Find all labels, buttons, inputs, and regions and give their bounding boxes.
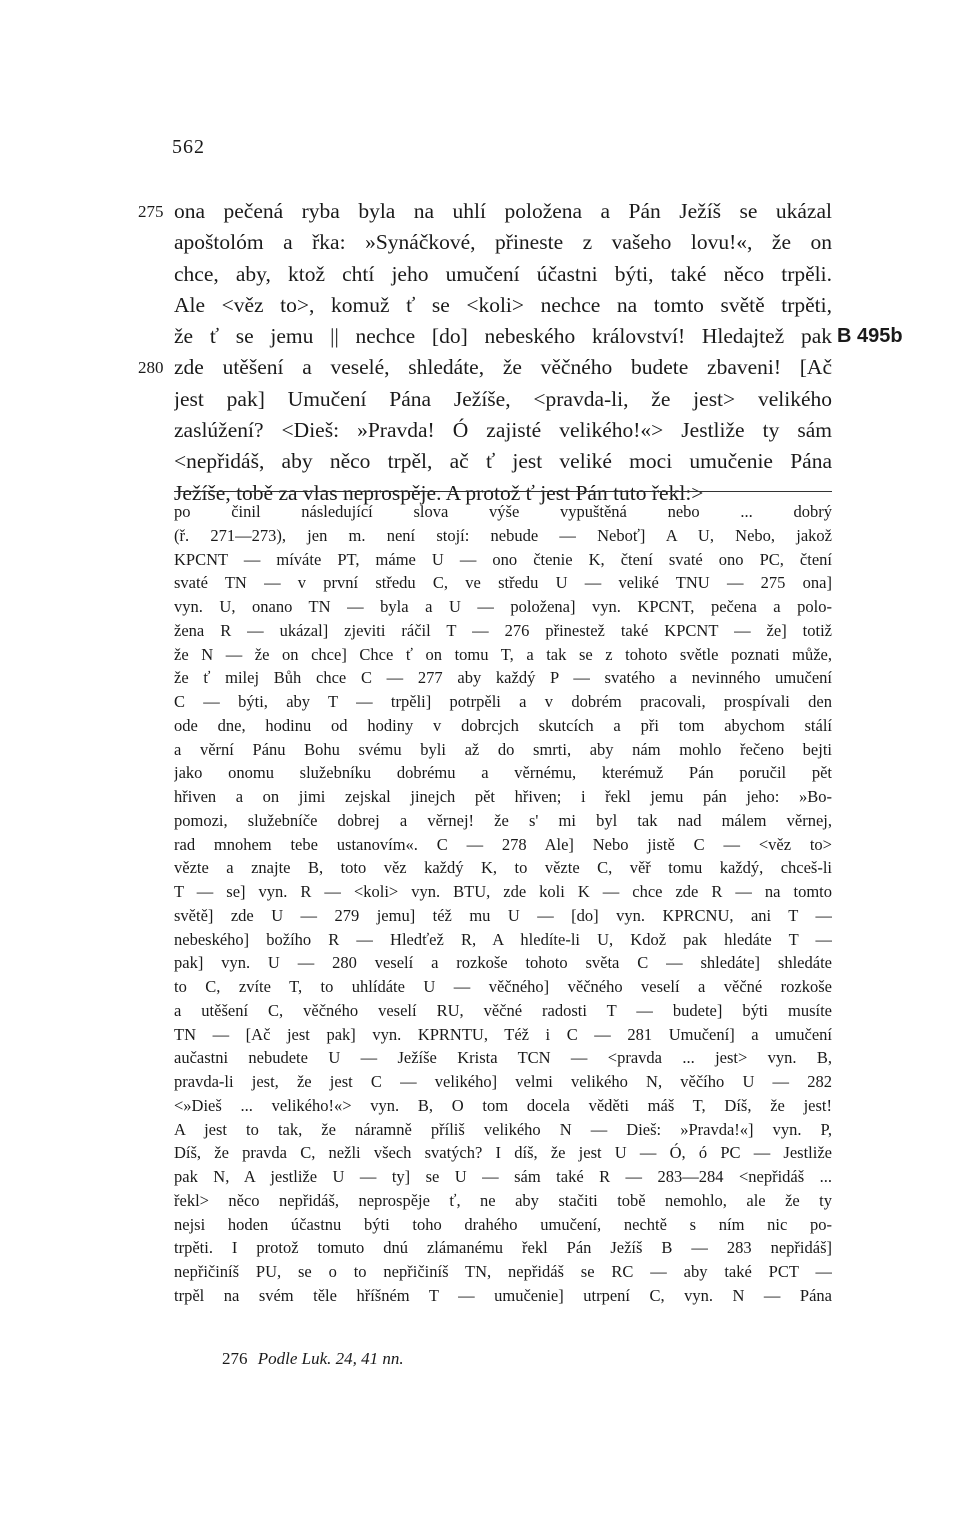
apparatus-line-text: trpěl na svém těle hříšném T — umučenie] utrpení C, vyn. N — Pána [174,1285,832,1305]
apparatus-line [0,571,960,595]
main-text-line-content: zde utěšení a veselé, shledáte, že věčného budete zbaveni! [Ač [174,355,832,380]
apparatus-line [0,666,960,690]
main-text-line [0,415,960,446]
apparatus-line-text: jako onomu služebníku dobrému a věrnému, kterémuž Pán poručil pět [174,763,832,783]
apparatus-line [0,999,960,1023]
apparatus-line [0,809,960,833]
apparatus-line-text: pak N, A jestliže U — ty] se U — sám také R — 283—284 <nepřidáš ... [174,1167,832,1186]
apparatus-line-text: řekl> něco nepřidáš, neprospěje ť, ne aby stačiti tobě nemohlo, ale že ty [174,1190,832,1210]
apparatus-line-text: Díš, že pravda C, nežli všech svatých? I díš, že jest U — Ó, ó PC — Jestliže [174,1143,832,1163]
apparatus-line-text: pravda-li jest, že jest C — velikého] velmi velikého N, věčího U — 282 [174,1072,832,1091]
main-text-line-content: zaslúžení? <Dieš: »Pravda! Ó zajisté velikého!«> Jestliže ty sám [174,418,832,443]
main-text-line-content: <nepřidáš, aby něco trpěl, ač ť jest veliké moci umučenie Pána [174,449,832,474]
apparatus-line-text: nepřičiníš PU, se o to nepřičiníš TN, nepřidáš se RC — aby také PCT — [174,1262,832,1281]
apparatus-line-text: KPCNT — míváte PT, máme U — ono čtenie K, čtení svaté ono PC, čtení [174,549,832,569]
apparatus-line-text: (ř. 271—273), jen m. není stojí: nebude — Neboť] A U, Nebo, jakož [174,525,832,545]
apparatus-line-text: nebeského] božího R — Hledťež R, A hledíte-li U, Kdož pak hledáte T — [174,929,832,949]
page-number: 562 [172,136,205,158]
footnote-text: Podle Luk. 24, 41 nn. [257,1349,404,1368]
apparatus-line [0,951,960,975]
main-text-line-content: ona pečená ryba byla na uhlí položena a Pán Ježíš se ukázal [174,199,832,223]
apparatus-line [0,975,960,999]
apparatus-line-text: A jest to tak, že náramně příliš velikého N — Dieš: »Pravda!«] vyn. P, [174,1119,832,1139]
apparatus-line [0,595,960,619]
apparatus-line [0,1165,960,1189]
apparatus-line-text: svaté TN — v první středu C, ve středu U — veliké TNU — 275 ona] [174,573,832,593]
apparatus-line [0,1094,960,1118]
apparatus-line-text: nejsi hoden účastnu býti toho drahého umučení, nechtě s ním nic po- [174,1214,832,1234]
apparatus-line [0,1236,960,1260]
apparatus-line [0,1118,960,1142]
line-number: 275 [138,202,164,221]
apparatus-line [0,500,960,524]
apparatus-line [0,1023,960,1047]
apparatus-line [0,690,960,714]
line-number: 280 [138,358,164,378]
apparatus-line-text: po činil následující slova výše vypuštěná nebo ... dobrý [174,502,832,521]
apparatus-line-text: žena R — ukázal] zjeviti ráčil T — 276 přinestež také KPCNT — že] totiž [174,620,832,640]
apparatus-line [0,619,960,643]
main-text [0,196,960,509]
apparatus-line [0,1284,960,1308]
apparatus-line-text: <»Dieš ... velikého!«> vyn. B, O tom docela věděti máš T, Díš, že jest! [174,1095,832,1115]
apparatus-line [0,643,960,667]
main-text-line [0,384,960,415]
main-text-line [0,259,960,290]
apparatus-line-text: a věrní Pánu Bohu svému byli až do smrti, aby nám mohlo řečeno bejti [174,739,832,759]
main-text-line-content: Ale <věz to>, komuž ť se <koli> nechce na tomto světě trpěti, [174,292,832,317]
main-text-line [0,196,960,227]
apparatus-line [0,1141,960,1165]
apparatus-line [0,833,960,857]
main-text-line-content: že ť se jemu || nechce [do] nebeského království! Hledajtež pak [174,324,832,349]
main-text-line [0,290,960,321]
main-text-line-content: apoštolóm a řka: »Synáčkové, přineste z vašeho lovu!«, že on [174,230,832,255]
main-text-line-content: jest pak] Umučení Pána Ježíše, <pravda-li, že jest> velikého [174,386,832,411]
apparatus-line-text: že ť milej Bůh chce C — 277 aby každý P — svatého a nevinného umučení [174,668,832,688]
apparatus-line-text: pak] vyn. U — 280 veselí a rozkoše tohoto světa C — shledáte] shledáte [174,953,832,973]
apparatus-line-text: že N — že on chce] Chce ť on tomu T, a tak se z tohoto světle poznati může, [174,644,832,664]
apparatus-line-text: světě] zde U — 279 jemu] též mu U — [do] vyn. KPRCNU, ani T — [174,905,832,925]
apparatus-line-text: pomozi, služebníče dobrej a věrnej! že s' mi byl tak nad málem věrnej, [174,810,832,830]
apparatus-line-text: C — býti, aby T — trpěli] potrpěli a v dobrém pracovali, prospívali den [174,692,832,711]
main-text-line-content: Ježíše, tobě za vlas neprospěje. A protož ť jest Pán tuto řekl:> [174,480,704,505]
apparatus-line-text: T — se] vyn. R — <koli> vyn. BTU, zde koli K — chce zde R — na tomto [174,882,832,901]
apparatus-line-text: TN — [Ač jest pak] vyn. KPRNTU, Též i C — 281 Umučení] a umučení [174,1024,832,1044]
apparatus-line [0,785,960,809]
apparatus-line [0,548,960,572]
apparatus-line [0,524,960,548]
main-text-line [0,446,960,477]
apparatus-line [0,1213,960,1237]
apparatus-line [0,1260,960,1284]
apparatus-line [0,856,960,880]
apparatus-line [0,1046,960,1070]
apparatus-line-text: aučastni nebudete U — Ježíše Krista TCN — <pravda ... jest> vyn. B, [174,1048,832,1068]
main-text-line [0,227,960,258]
main-text-line [0,352,960,383]
apparatus-line-text: hřiven a on jimi zejskal jinejch pět hřiven; i řekl jemu pán jeho: »Bo- [174,787,832,806]
apparatus-line [0,904,960,928]
apparatus-line [0,880,960,904]
apparatus-line-text: ode dne, hodinu od hodiny v dobrcjch skutcích a při tom abychom stálí [174,715,832,735]
apparatus-line [0,714,960,738]
apparatus-line [0,761,960,785]
main-text-line-content: chce, aby, ktož chtí jeho umučení účastni býti, také něco trpěli. [174,261,832,286]
manuscript-sigla: B 495b [837,325,903,348]
apparatus-line-text: trpěti. I protož tomuto dnú zlámanému řekl Pán Ježíš B — 283 nepřidáš] [174,1238,832,1258]
apparatus-line-text: a utěšení C, věčného veselí RU, věčné radosti T — budete] býti musíte [174,1000,832,1020]
apparatus-line [0,1070,960,1094]
footnote [222,1349,404,1369]
footnote-line-ref: 276 [222,1349,248,1368]
apparatus-line-text: vyn. U, onano TN — byla a U — položena] vyn. KPCNT, pečena a polo- [174,597,832,616]
apparatus-line-text: vězte a znajte B, toto věz každý K, to vězte C, věř tomu každý, chceš-li [174,858,832,878]
apparatus-line [0,928,960,952]
apparatus-line [0,1189,960,1213]
critical-apparatus [0,500,960,1308]
main-text-line [0,321,960,352]
apparatus-divider [174,491,832,492]
apparatus-line-text: to C, zvíte T, to uhlídáte U — věčného] věčného veselí a věčné rozkoše [174,977,832,996]
apparatus-line-text: rad mnohem tebe ustanovím«. C — 278 Ale] Nebo jistě C — <věz to> [174,834,832,854]
apparatus-line [0,738,960,762]
